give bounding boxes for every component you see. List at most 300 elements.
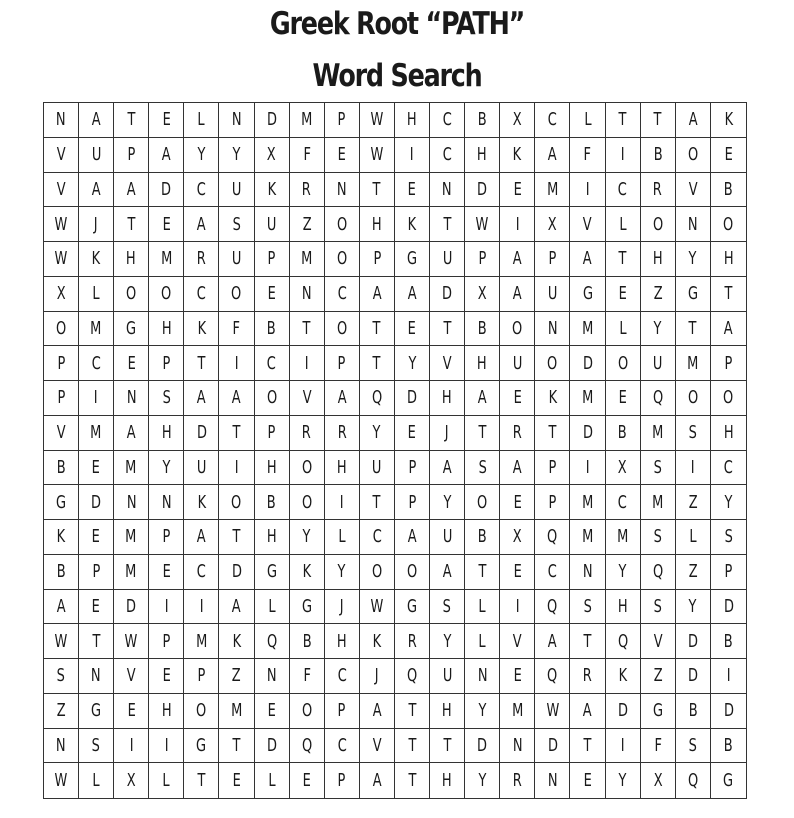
grid-cell[interactable] xyxy=(711,242,746,277)
grid-cell[interactable] xyxy=(395,451,430,486)
grid-cell[interactable] xyxy=(114,242,149,277)
grid-cell[interactable] xyxy=(641,659,676,694)
grid-cell[interactable] xyxy=(114,624,149,659)
grid-cell[interactable] xyxy=(711,763,746,798)
grid-cell[interactable] xyxy=(676,381,711,416)
grid-cell[interactable] xyxy=(184,346,219,381)
grid-cell[interactable] xyxy=(465,624,500,659)
grid-cell[interactable] xyxy=(395,312,430,347)
grid-cell[interactable] xyxy=(290,207,325,242)
grid-cell[interactable] xyxy=(255,520,290,555)
grid-cell[interactable] xyxy=(465,173,500,208)
grid-cell[interactable] xyxy=(184,729,219,764)
grid-cell[interactable] xyxy=(606,138,641,173)
grid-cell[interactable] xyxy=(676,103,711,138)
grid-cell[interactable] xyxy=(395,694,430,729)
grid-cell[interactable] xyxy=(570,416,605,451)
grid-cell[interactable] xyxy=(79,694,114,729)
grid-cell[interactable] xyxy=(641,555,676,590)
grid-cell[interactable] xyxy=(255,624,290,659)
grid-cell[interactable] xyxy=(44,729,79,764)
grid-cell[interactable] xyxy=(711,590,746,625)
grid-cell[interactable] xyxy=(711,485,746,520)
grid-cell[interactable] xyxy=(395,277,430,312)
grid-cell[interactable] xyxy=(676,312,711,347)
grid-cell[interactable] xyxy=(360,416,395,451)
grid-cell[interactable] xyxy=(465,729,500,764)
grid-cell[interactable] xyxy=(44,451,79,486)
grid-cell[interactable] xyxy=(606,242,641,277)
grid-cell[interactable] xyxy=(360,173,395,208)
grid-cell[interactable] xyxy=(430,416,465,451)
grid-cell[interactable] xyxy=(114,416,149,451)
grid-cell[interactable] xyxy=(500,729,535,764)
grid-cell[interactable] xyxy=(290,590,325,625)
grid-cell[interactable] xyxy=(219,277,254,312)
grid-cell[interactable] xyxy=(430,277,465,312)
grid-cell[interactable] xyxy=(79,138,114,173)
grid-cell[interactable] xyxy=(535,555,570,590)
grid-cell[interactable] xyxy=(676,451,711,486)
grid-cell[interactable] xyxy=(711,451,746,486)
grid-cell[interactable] xyxy=(360,312,395,347)
grid-cell[interactable] xyxy=(325,416,360,451)
grid-cell[interactable] xyxy=(641,242,676,277)
grid-cell[interactable] xyxy=(114,729,149,764)
grid-cell[interactable] xyxy=(114,659,149,694)
grid-cell[interactable] xyxy=(255,381,290,416)
grid-cell[interactable] xyxy=(114,590,149,625)
grid-cell[interactable] xyxy=(79,242,114,277)
grid-cell[interactable] xyxy=(360,729,395,764)
grid-cell[interactable] xyxy=(79,451,114,486)
grid-cell[interactable] xyxy=(606,485,641,520)
grid-cell[interactable] xyxy=(184,242,219,277)
grid-cell[interactable] xyxy=(114,485,149,520)
grid-cell[interactable] xyxy=(606,277,641,312)
grid-cell[interactable] xyxy=(290,138,325,173)
grid-cell[interactable] xyxy=(79,346,114,381)
grid-cell[interactable] xyxy=(676,173,711,208)
grid-cell[interactable] xyxy=(290,451,325,486)
grid-cell[interactable] xyxy=(184,103,219,138)
grid-cell[interactable] xyxy=(465,207,500,242)
grid-cell[interactable] xyxy=(360,694,395,729)
grid-cell[interactable] xyxy=(676,763,711,798)
grid-cell[interactable] xyxy=(676,207,711,242)
grid-cell[interactable] xyxy=(570,173,605,208)
grid-cell[interactable] xyxy=(184,520,219,555)
grid-cell[interactable] xyxy=(219,555,254,590)
grid-cell[interactable] xyxy=(184,138,219,173)
grid-cell[interactable] xyxy=(500,520,535,555)
grid-cell[interactable] xyxy=(641,729,676,764)
grid-cell[interactable] xyxy=(290,103,325,138)
grid-cell[interactable] xyxy=(465,590,500,625)
grid-cell[interactable] xyxy=(149,138,184,173)
grid-cell[interactable] xyxy=(430,520,465,555)
grid-cell[interactable] xyxy=(149,555,184,590)
grid-cell[interactable] xyxy=(535,207,570,242)
grid-cell[interactable] xyxy=(44,277,79,312)
grid-cell[interactable] xyxy=(255,451,290,486)
grid-cell[interactable] xyxy=(606,694,641,729)
grid-cell[interactable] xyxy=(44,173,79,208)
grid-cell[interactable] xyxy=(325,207,360,242)
grid-cell[interactable] xyxy=(395,138,430,173)
grid-cell[interactable] xyxy=(641,346,676,381)
grid-cell[interactable] xyxy=(465,312,500,347)
grid-cell[interactable] xyxy=(465,763,500,798)
grid-cell[interactable] xyxy=(149,763,184,798)
grid-cell[interactable] xyxy=(184,555,219,590)
grid-cell[interactable] xyxy=(290,694,325,729)
grid-cell[interactable] xyxy=(114,763,149,798)
grid-cell[interactable] xyxy=(219,729,254,764)
grid-cell[interactable] xyxy=(79,520,114,555)
grid-cell[interactable] xyxy=(500,590,535,625)
grid-cell[interactable] xyxy=(430,590,465,625)
grid-cell[interactable] xyxy=(79,207,114,242)
grid-cell[interactable] xyxy=(535,381,570,416)
grid-cell[interactable] xyxy=(219,659,254,694)
grid-cell[interactable] xyxy=(570,694,605,729)
grid-cell[interactable] xyxy=(149,173,184,208)
grid-cell[interactable] xyxy=(641,590,676,625)
grid-cell[interactable] xyxy=(360,555,395,590)
grid-cell[interactable] xyxy=(395,103,430,138)
grid-cell[interactable] xyxy=(535,729,570,764)
grid-cell[interactable] xyxy=(395,659,430,694)
grid-cell[interactable] xyxy=(430,485,465,520)
grid-cell[interactable] xyxy=(184,416,219,451)
grid-cell[interactable] xyxy=(114,346,149,381)
grid-cell[interactable] xyxy=(149,520,184,555)
grid-cell[interactable] xyxy=(114,694,149,729)
grid-cell[interactable] xyxy=(676,277,711,312)
grid-cell[interactable] xyxy=(114,173,149,208)
grid-cell[interactable] xyxy=(606,520,641,555)
grid-cell[interactable] xyxy=(711,555,746,590)
grid-cell[interactable] xyxy=(676,520,711,555)
grid-cell[interactable] xyxy=(79,590,114,625)
grid-cell[interactable] xyxy=(44,555,79,590)
grid-cell[interactable] xyxy=(149,451,184,486)
grid-cell[interactable] xyxy=(570,485,605,520)
grid-cell[interactable] xyxy=(44,103,79,138)
grid-cell[interactable] xyxy=(676,624,711,659)
grid-cell[interactable] xyxy=(255,485,290,520)
grid-cell[interactable] xyxy=(465,103,500,138)
grid-cell[interactable] xyxy=(255,173,290,208)
grid-cell[interactable] xyxy=(219,624,254,659)
grid-cell[interactable] xyxy=(570,520,605,555)
grid-cell[interactable] xyxy=(606,729,641,764)
grid-cell[interactable] xyxy=(325,694,360,729)
grid-cell[interactable] xyxy=(360,451,395,486)
grid-cell[interactable] xyxy=(149,207,184,242)
grid-cell[interactable] xyxy=(44,590,79,625)
grid-cell[interactable] xyxy=(641,485,676,520)
grid-cell[interactable] xyxy=(641,138,676,173)
grid-cell[interactable] xyxy=(500,138,535,173)
grid-cell[interactable] xyxy=(290,729,325,764)
grid-cell[interactable] xyxy=(641,416,676,451)
grid-cell[interactable] xyxy=(570,312,605,347)
grid-cell[interactable] xyxy=(570,346,605,381)
grid-cell[interactable] xyxy=(711,659,746,694)
grid-cell[interactable] xyxy=(500,763,535,798)
grid-cell[interactable] xyxy=(149,103,184,138)
grid-cell[interactable] xyxy=(395,242,430,277)
grid-cell[interactable] xyxy=(711,207,746,242)
grid-cell[interactable] xyxy=(219,381,254,416)
grid-cell[interactable] xyxy=(570,207,605,242)
grid-cell[interactable] xyxy=(535,103,570,138)
grid-cell[interactable] xyxy=(570,624,605,659)
grid-cell[interactable] xyxy=(430,312,465,347)
grid-cell[interactable] xyxy=(535,173,570,208)
grid-cell[interactable] xyxy=(711,173,746,208)
grid-cell[interactable] xyxy=(606,416,641,451)
grid-cell[interactable] xyxy=(360,381,395,416)
grid-cell[interactable] xyxy=(570,451,605,486)
grid-cell[interactable] xyxy=(500,103,535,138)
grid-cell[interactable] xyxy=(290,520,325,555)
grid-cell[interactable] xyxy=(79,312,114,347)
grid-cell[interactable] xyxy=(44,346,79,381)
grid-cell[interactable] xyxy=(465,555,500,590)
grid-cell[interactable] xyxy=(114,451,149,486)
grid-cell[interactable] xyxy=(500,312,535,347)
grid-cell[interactable] xyxy=(184,173,219,208)
grid-cell[interactable] xyxy=(711,346,746,381)
grid-cell[interactable] xyxy=(465,346,500,381)
grid-cell[interactable] xyxy=(325,277,360,312)
grid-cell[interactable] xyxy=(44,312,79,347)
grid-cell[interactable] xyxy=(290,277,325,312)
grid-cell[interactable] xyxy=(44,242,79,277)
grid-cell[interactable] xyxy=(570,277,605,312)
grid-cell[interactable] xyxy=(535,659,570,694)
grid-cell[interactable] xyxy=(255,312,290,347)
grid-cell[interactable] xyxy=(641,451,676,486)
grid-cell[interactable] xyxy=(219,694,254,729)
grid-cell[interactable] xyxy=(570,763,605,798)
grid-cell[interactable] xyxy=(290,242,325,277)
grid-cell[interactable] xyxy=(500,485,535,520)
grid-cell[interactable] xyxy=(114,277,149,312)
grid-cell[interactable] xyxy=(465,520,500,555)
grid-cell[interactable] xyxy=(500,242,535,277)
grid-cell[interactable] xyxy=(184,381,219,416)
grid-cell[interactable] xyxy=(430,103,465,138)
grid-cell[interactable] xyxy=(149,729,184,764)
grid-cell[interactable] xyxy=(500,346,535,381)
grid-cell[interactable] xyxy=(149,659,184,694)
grid-cell[interactable] xyxy=(79,659,114,694)
grid-cell[interactable] xyxy=(325,173,360,208)
grid-cell[interactable] xyxy=(255,694,290,729)
grid-cell[interactable] xyxy=(711,103,746,138)
grid-cell[interactable] xyxy=(360,624,395,659)
grid-cell[interactable] xyxy=(184,694,219,729)
grid-cell[interactable] xyxy=(149,312,184,347)
grid-cell[interactable] xyxy=(500,659,535,694)
grid-cell[interactable] xyxy=(641,103,676,138)
grid-cell[interactable] xyxy=(606,763,641,798)
grid-cell[interactable] xyxy=(395,763,430,798)
grid-cell[interactable] xyxy=(325,451,360,486)
grid-cell[interactable] xyxy=(676,485,711,520)
grid-cell[interactable] xyxy=(79,763,114,798)
grid-cell[interactable] xyxy=(430,381,465,416)
grid-cell[interactable] xyxy=(430,694,465,729)
grid-cell[interactable] xyxy=(325,763,360,798)
grid-cell[interactable] xyxy=(570,103,605,138)
grid-cell[interactable] xyxy=(641,694,676,729)
grid-cell[interactable] xyxy=(184,312,219,347)
grid-cell[interactable] xyxy=(114,103,149,138)
grid-cell[interactable] xyxy=(430,242,465,277)
grid-cell[interactable] xyxy=(79,729,114,764)
grid-cell[interactable] xyxy=(711,312,746,347)
grid-cell[interactable] xyxy=(395,590,430,625)
grid-cell[interactable] xyxy=(430,207,465,242)
grid-cell[interactable] xyxy=(500,173,535,208)
grid-cell[interactable] xyxy=(360,138,395,173)
grid-cell[interactable] xyxy=(430,763,465,798)
grid-cell[interactable] xyxy=(79,624,114,659)
grid-cell[interactable] xyxy=(360,590,395,625)
grid-cell[interactable] xyxy=(395,173,430,208)
grid-cell[interactable] xyxy=(641,207,676,242)
grid-cell[interactable] xyxy=(325,103,360,138)
grid-cell[interactable] xyxy=(535,416,570,451)
grid-cell[interactable] xyxy=(606,346,641,381)
grid-cell[interactable] xyxy=(430,173,465,208)
grid-cell[interactable] xyxy=(535,277,570,312)
grid-cell[interactable] xyxy=(500,207,535,242)
grid-cell[interactable] xyxy=(500,416,535,451)
grid-cell[interactable] xyxy=(711,694,746,729)
grid-cell[interactable] xyxy=(219,590,254,625)
grid-cell[interactable] xyxy=(255,103,290,138)
grid-cell[interactable] xyxy=(430,346,465,381)
grid-cell[interactable] xyxy=(676,590,711,625)
grid-cell[interactable] xyxy=(535,763,570,798)
grid-cell[interactable] xyxy=(641,312,676,347)
grid-cell[interactable] xyxy=(535,451,570,486)
grid-cell[interactable] xyxy=(149,381,184,416)
grid-cell[interactable] xyxy=(325,555,360,590)
grid-cell[interactable] xyxy=(114,555,149,590)
grid-cell[interactable] xyxy=(219,346,254,381)
grid-cell[interactable] xyxy=(535,312,570,347)
grid-cell[interactable] xyxy=(255,138,290,173)
grid-cell[interactable] xyxy=(535,624,570,659)
grid-cell[interactable] xyxy=(570,659,605,694)
grid-cell[interactable] xyxy=(325,520,360,555)
grid-cell[interactable] xyxy=(149,242,184,277)
grid-cell[interactable] xyxy=(219,416,254,451)
grid-cell[interactable] xyxy=(535,346,570,381)
grid-cell[interactable] xyxy=(465,659,500,694)
grid-cell[interactable] xyxy=(325,590,360,625)
grid-cell[interactable] xyxy=(500,694,535,729)
grid-cell[interactable] xyxy=(641,520,676,555)
grid-cell[interactable] xyxy=(465,381,500,416)
grid-cell[interactable] xyxy=(395,381,430,416)
grid-cell[interactable] xyxy=(535,520,570,555)
grid-cell[interactable] xyxy=(219,138,254,173)
grid-cell[interactable] xyxy=(184,451,219,486)
grid-cell[interactable] xyxy=(149,694,184,729)
grid-cell[interactable] xyxy=(290,173,325,208)
grid-cell[interactable] xyxy=(219,242,254,277)
grid-cell[interactable] xyxy=(255,416,290,451)
grid-cell[interactable] xyxy=(219,173,254,208)
grid-cell[interactable] xyxy=(606,451,641,486)
grid-cell[interactable] xyxy=(711,138,746,173)
grid-cell[interactable] xyxy=(149,485,184,520)
grid-cell[interactable] xyxy=(465,138,500,173)
grid-cell[interactable] xyxy=(641,277,676,312)
grid-cell[interactable] xyxy=(641,624,676,659)
grid-cell[interactable] xyxy=(430,451,465,486)
grid-cell[interactable] xyxy=(290,381,325,416)
grid-cell[interactable] xyxy=(255,555,290,590)
grid-cell[interactable] xyxy=(44,485,79,520)
grid-cell[interactable] xyxy=(360,103,395,138)
grid-cell[interactable] xyxy=(184,763,219,798)
grid-cell[interactable] xyxy=(79,485,114,520)
grid-cell[interactable] xyxy=(290,312,325,347)
grid-cell[interactable] xyxy=(535,694,570,729)
grid-cell[interactable] xyxy=(114,520,149,555)
grid-cell[interactable] xyxy=(219,451,254,486)
grid-cell[interactable] xyxy=(290,763,325,798)
grid-cell[interactable] xyxy=(500,624,535,659)
grid-cell[interactable] xyxy=(79,416,114,451)
grid-cell[interactable] xyxy=(360,659,395,694)
grid-cell[interactable] xyxy=(255,659,290,694)
grid-cell[interactable] xyxy=(184,624,219,659)
grid-cell[interactable] xyxy=(641,381,676,416)
grid-cell[interactable] xyxy=(711,624,746,659)
grid-cell[interactable] xyxy=(465,416,500,451)
grid-cell[interactable] xyxy=(44,694,79,729)
grid-cell[interactable] xyxy=(149,624,184,659)
grid-cell[interactable] xyxy=(606,207,641,242)
grid-cell[interactable] xyxy=(395,555,430,590)
grid-cell[interactable] xyxy=(44,138,79,173)
grid-cell[interactable] xyxy=(255,207,290,242)
grid-cell[interactable] xyxy=(255,590,290,625)
grid-cell[interactable] xyxy=(219,520,254,555)
grid-cell[interactable] xyxy=(570,590,605,625)
grid-cell[interactable] xyxy=(184,207,219,242)
grid-cell[interactable] xyxy=(535,242,570,277)
grid-cell[interactable] xyxy=(44,624,79,659)
grid-cell[interactable] xyxy=(535,485,570,520)
grid-cell[interactable] xyxy=(676,729,711,764)
grid-cell[interactable] xyxy=(676,694,711,729)
grid-cell[interactable] xyxy=(79,555,114,590)
grid-cell[interactable] xyxy=(641,173,676,208)
grid-cell[interactable] xyxy=(500,555,535,590)
grid-cell[interactable] xyxy=(44,416,79,451)
